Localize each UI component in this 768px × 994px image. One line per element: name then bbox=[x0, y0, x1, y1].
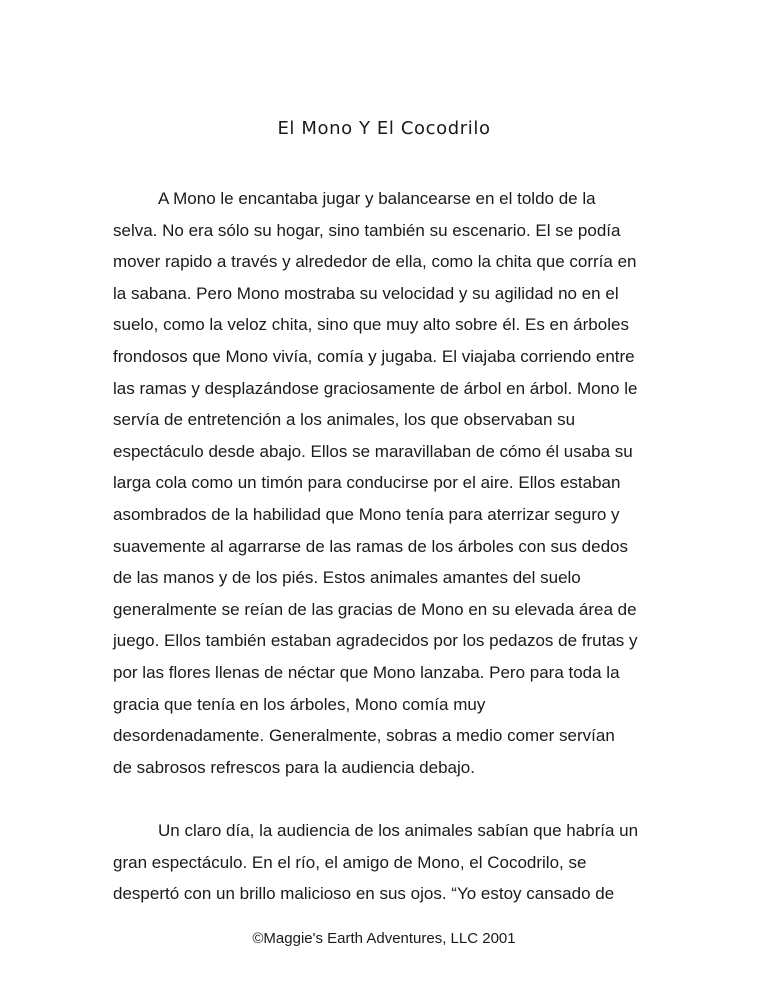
text-line: A Mono le encantaba jugar y balancearse en el toldo de la bbox=[158, 189, 596, 208]
text-line: selva. No era sólo su hogar, sino también su escenario. El se podía bbox=[113, 220, 621, 240]
paragraph-2 bbox=[113, 815, 658, 910]
text-line: la sabana. Pero Mono mostraba su velocidad y su agilidad no en el bbox=[113, 283, 619, 303]
text-line: por las flores llenas de néctar que Mono lanzaba. Pero para toda la bbox=[113, 662, 620, 682]
text-line: suelo, como la veloz chita, sino que muy alto sobre él. Es en árboles bbox=[113, 315, 629, 335]
text-line: suavemente al agarrarse de las ramas de los árboles con sus dedos bbox=[113, 536, 629, 556]
text-line: desordenadamente. Generalmente, sobras a medio comer servían bbox=[113, 726, 615, 746]
text-line: asombrados de la habilidad que Mono tenía para aterrizar seguro y bbox=[113, 504, 620, 524]
text-line: de las manos y de los piés. Estos animales amantes del suelo bbox=[113, 568, 581, 588]
text-line: las ramas y desplazándose graciosamente de árbol en árbol. Mono le bbox=[113, 378, 638, 398]
text-line: gracia que tenía en los árboles, Mono comía muy bbox=[113, 694, 486, 714]
text-line: servía de entretención a los animales, los que observaban su bbox=[113, 410, 576, 430]
text-line: mover rapido a través y alrededor de ella, como la chita que corría en bbox=[113, 252, 637, 272]
text-line: espectáculo desde abajo. Ellos se maravillaban de cómo él usaba su bbox=[113, 441, 633, 461]
text-line: gran espectáculo. En el río, el amigo de Mono, el Cocodrilo, se bbox=[113, 852, 587, 872]
text-line: despertó con un brillo malicioso en sus ojos. “Yo estoy cansado de bbox=[113, 884, 615, 904]
copyright-footer: ©Maggie's Earth Adventures, LLC 2001 bbox=[252, 930, 516, 947]
text-line: de sabrosos refrescos para la audiencia debajo. bbox=[113, 757, 475, 777]
text-line: frondosos que Mono vivía, comía y jugaba. El viajaba corriendo entre bbox=[113, 346, 635, 366]
document-title: El Mono Y El Cocodrilo bbox=[277, 118, 491, 139]
text-line: juego. Ellos también estaban agradecidos por los pedazos de frutas y bbox=[113, 631, 638, 651]
text-line: larga cola como un timón para conducirse por el aire. Ellos estaban bbox=[113, 473, 621, 493]
paragraph-1 bbox=[113, 183, 658, 783]
text-line: Un claro día, la audiencia de los animales sabían que habría un bbox=[158, 821, 639, 840]
text-line: generalmente se reían de las gracias de Mono en su elevada área de bbox=[113, 599, 637, 619]
